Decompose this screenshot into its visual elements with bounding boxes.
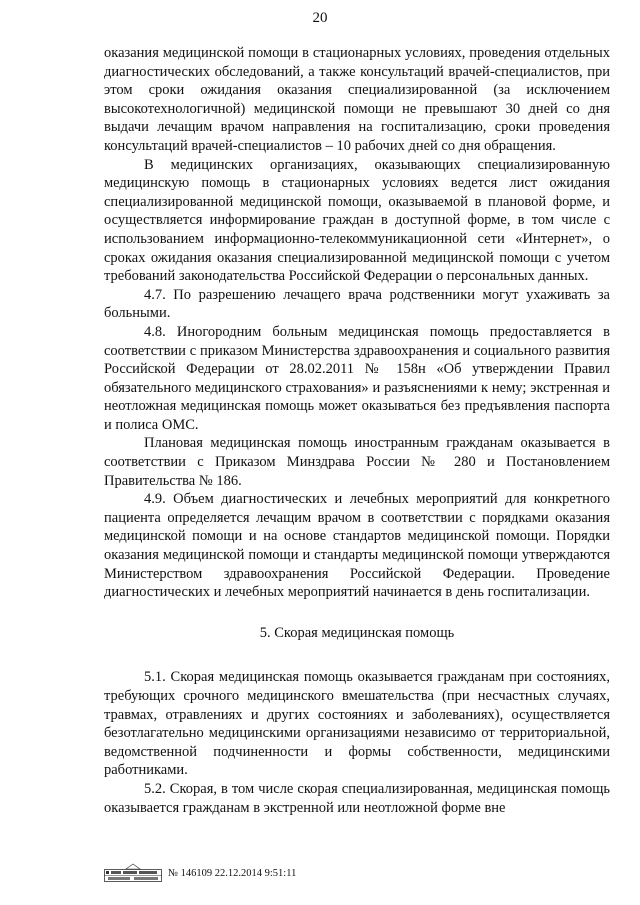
- paragraph-waiting-list: В медицинских организациях, оказывающих специализированную медицинскую помощь в стационарных условиях ведется лист ожидания специализированной медицинской помощи, оказываемой в плановой форме, и осуществляется информирование граждан в доступной форме, в том числе с использованием информационно-телекоммуникационной сети «Интернет», о сроках ожидания оказания специализированной медицинской помощи с учетом требований законодательства Российской Федерации о персональных данных.: [104, 156, 610, 285]
- page-number: 20: [312, 10, 328, 26]
- paragraph-4-8: 4.8. Иногородним больным медицинская помощь предоставляется в соответствии с приказом Министерства здравоохранения и социального развития Российской Федерации от 28.02.2011 № 158н «Об утверждении Правил обязательного медицинского страхования» и разъяснениями к нему; экстренная и неотложная медицинская помощь может оказываться без предъявления паспорта и полиса ОМС.: [104, 323, 610, 433]
- registry-stamp-icon: [104, 863, 162, 883]
- paragraph-5-2: 5.2. Скорая, в том числе скорая специализированная, медицинская помощь оказывается гражданам в экстренной или неотложной форме вне: [104, 780, 610, 816]
- paragraph-4-9: 4.9. Объем диагностических и лечебных мероприятий для конкретного пациента определяется лечащим врачом в соответствии с порядками оказания медицинской помощи и на основе стандартов медицинской помощи. Порядки оказания медицинской помощи и стандарты медицинской помощи утверждаются Министерством здравоохранения Российской Федерации. Проведение диагностических и лечебных мероприятий начинается в день госпитализации.: [104, 491, 610, 601]
- paragraph-5-1: 5.1. Скорая медицинская помощь оказывается гражданам при состояниях, требующих срочного медицинского вмешательства (при несчастных случаях, травмах, отравлениях и других состояниях и заболеваниях), осуществляется безотлагательно медицинскими организациями независимо от территориальной, ведомственной подчиненности и формы собственности, медицинскими работниками.: [104, 669, 610, 779]
- document-registration-info: № 146109 22.12.2014 9:51:11: [168, 867, 297, 879]
- section-heading: 5. Скорая медицинская помощь: [259, 624, 455, 641]
- paragraph-continuation: оказания медицинской помощи в стационарных условиях, проведения отдельных диагностических обследований, а также консультаций врачей-специалистов, при этом сроки ожидания оказания специализированной (за исключением высокотехнологичной) медицинской помощи не превышают 30 дней со дня выдачи лечащим врачом направления на госпитализацию, сроки проведения консультаций врачей-специалистов – 10 рабочих дней со дня обращения.: [104, 45, 610, 154]
- paragraph-4-7: 4.7. По разрешению лечащего врача родственники могут ухаживать за больными.: [104, 286, 610, 322]
- footer: [104, 862, 296, 884]
- paragraph-foreigners: Плановая медицинская помощь иностранным гражданам оказывается в соответствии с Приказом Минздрава России № 280 и Постановлением Правительства № 186.: [104, 435, 610, 489]
- document-body: [104, 44, 610, 817]
